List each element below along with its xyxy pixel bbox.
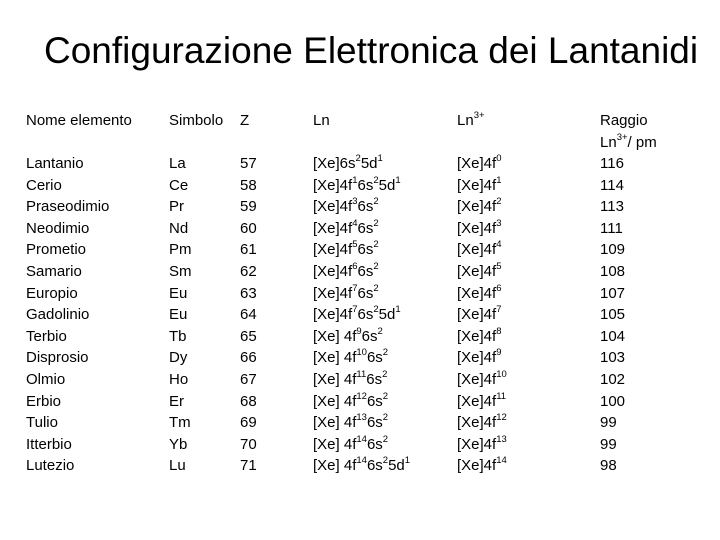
config-text: [Xe]4f <box>457 176 497 194</box>
cell-ln <box>313 391 410 413</box>
cell-z: 69 <box>240 414 257 432</box>
config-text: 6s <box>357 262 374 280</box>
cell-ln <box>313 347 410 369</box>
cell-symbol: Nd <box>169 219 189 237</box>
cell-ln3 <box>457 153 507 175</box>
config-text: [Xe]4f <box>457 284 497 302</box>
cell-ln3 <box>457 304 507 326</box>
cell-z: 62 <box>240 262 257 280</box>
config-text: 6s <box>357 219 374 237</box>
header-radius-unit: / pm <box>627 133 657 151</box>
cell-symbol: Dy <box>169 349 188 367</box>
config-text: 6s <box>357 284 374 302</box>
cell-name: Terbio <box>26 327 67 345</box>
cell-ln3 <box>457 326 507 348</box>
column-name <box>26 110 132 475</box>
config-text: [Xe]4f <box>457 327 497 345</box>
config-superscript: 14 <box>356 455 367 467</box>
cell-symbol: Ce <box>169 176 189 194</box>
config-superscript: 2 <box>382 368 388 380</box>
config-text: 5d <box>378 176 396 194</box>
cell-z: 60 <box>240 219 257 237</box>
cell-symbol: Eu <box>169 284 188 302</box>
config-text: [Xe]4f <box>313 176 353 194</box>
cell-ln <box>313 196 410 218</box>
config-superscript: 5 <box>352 239 358 251</box>
cell-z: 58 <box>240 176 257 194</box>
cell-z: 63 <box>240 284 257 302</box>
cell-ln <box>313 304 410 326</box>
config-text: [Xe]4f <box>313 284 353 302</box>
config-superscript: 4 <box>352 217 358 229</box>
cell-ln3 <box>457 239 507 261</box>
config-superscript: 2 <box>373 239 379 251</box>
cell-name: Gadolinio <box>26 306 90 324</box>
cell-ln <box>313 175 410 197</box>
config-superscript: 7 <box>352 282 358 294</box>
config-superscript: 14 <box>356 433 367 445</box>
cell-radius: 107 <box>600 284 626 302</box>
config-text: 6s <box>357 241 374 259</box>
cell-ln <box>313 326 410 348</box>
cell-radius: 99 <box>600 435 617 453</box>
cell-symbol: Tb <box>169 327 187 345</box>
config-superscript: 8 <box>496 325 502 337</box>
cell-name: Tulio <box>26 414 58 432</box>
cell-symbol: Er <box>169 392 184 410</box>
cell-z: 70 <box>240 435 257 453</box>
ln3-cells <box>457 153 507 477</box>
cell-name: Lutezio <box>26 457 75 475</box>
config-text: [Xe]6s <box>313 155 356 172</box>
header-z: Z <box>240 112 250 129</box>
cell-symbol: Yb <box>169 435 188 453</box>
cell-name: Europio <box>26 284 78 302</box>
cell-name: Olmio <box>26 370 66 388</box>
config-superscript: 2 <box>382 455 389 467</box>
config-text: [Xe] 4f <box>313 392 357 410</box>
cell-ln3 <box>457 196 507 218</box>
cell-radius: 116 <box>600 155 624 172</box>
config-superscript: 1 <box>404 455 411 467</box>
header-radius-line1: Raggio <box>600 112 648 129</box>
header-name: Nome elemento <box>26 112 132 129</box>
cell-name: Samario <box>26 262 82 280</box>
config-superscript: 1 <box>395 304 401 316</box>
cell-ln <box>313 369 410 391</box>
config-text: [Xe]4f <box>313 262 353 280</box>
config-text: [Xe]4f <box>457 219 497 237</box>
cell-z: 65 <box>240 327 257 345</box>
cell-ln3 <box>457 412 507 434</box>
cell-name: Disprosio <box>26 349 89 367</box>
page-title: Configurazione Elettronica dei Lantanidi <box>44 30 699 71</box>
cell-z: 66 <box>240 349 257 367</box>
ln-cells <box>313 153 410 477</box>
cell-radius: 103 <box>600 349 626 367</box>
config-text: 6s <box>357 198 374 216</box>
cell-name: Cerio <box>26 176 62 194</box>
cell-ln3 <box>457 218 507 240</box>
config-superscript: 10 <box>496 368 507 380</box>
cell-ln3 <box>457 347 507 369</box>
config-text: [Xe]4f <box>457 349 497 367</box>
config-text: [Xe] 4f <box>313 370 357 388</box>
cell-z: 68 <box>240 392 257 410</box>
cell-radius: 109 <box>600 241 626 259</box>
cell-radius: 98 <box>600 457 617 475</box>
config-superscript: 2 <box>382 412 389 424</box>
config-superscript: 10 <box>356 347 367 359</box>
cell-symbol: Tm <box>169 414 191 432</box>
config-superscript: 1 <box>352 174 358 186</box>
cell-name: Praseodimio <box>26 198 110 216</box>
cell-name: Lantanio <box>26 155 84 172</box>
config-superscript: 2 <box>373 260 379 272</box>
config-superscript: 4 <box>496 239 502 251</box>
header-ln: Ln <box>313 112 330 129</box>
column-radius <box>600 110 690 475</box>
config-text: 6s <box>366 435 383 453</box>
config-superscript: 14 <box>496 455 507 467</box>
config-superscript: 2 <box>355 153 361 164</box>
config-text: [Xe] 4f <box>313 435 357 453</box>
config-text: [Xe]4f <box>313 241 353 259</box>
cell-ln3 <box>457 283 507 305</box>
config-superscript: 0 <box>496 153 502 164</box>
config-text: [Xe] 4f <box>313 414 357 432</box>
cell-name: Prometio <box>26 241 87 259</box>
column-ln <box>313 110 411 475</box>
config-text: 6s <box>366 414 383 432</box>
config-superscript: 2 <box>382 390 389 402</box>
cell-ln <box>313 261 410 283</box>
config-text: [Xe]4f <box>313 198 353 216</box>
cell-symbol: Pr <box>169 198 184 216</box>
cell-ln <box>313 283 410 305</box>
config-superscript: 5 <box>496 260 502 272</box>
config-superscript: 1 <box>496 174 502 186</box>
config-superscript: 13 <box>496 433 507 445</box>
config-text: 6s <box>366 349 383 367</box>
config-text: 6s <box>357 176 374 194</box>
cell-radius: 104 <box>600 327 626 345</box>
cell-z: 61 <box>240 241 257 259</box>
cell-radius: 111 <box>600 219 623 237</box>
cell-z: 64 <box>240 306 257 324</box>
cell-z: 67 <box>240 370 257 388</box>
config-text: [Xe] 4f <box>313 327 357 345</box>
config-text: [Xe]4f <box>457 457 497 475</box>
config-superscript: 7 <box>496 304 502 316</box>
header-ln3-sup: 3+ <box>473 110 485 121</box>
radius-cells <box>600 153 625 477</box>
cell-radius: 100 <box>600 392 626 410</box>
cell-symbol: La <box>169 155 186 172</box>
symbol-cells <box>169 153 192 477</box>
config-superscript: 9 <box>356 325 362 337</box>
config-superscript: 12 <box>496 412 507 424</box>
z-cells <box>240 153 257 477</box>
header-radius-sup: 3+ <box>616 131 628 143</box>
config-superscript: 3 <box>352 196 358 208</box>
cell-symbol: Eu <box>169 306 188 324</box>
cell-ln <box>313 455 410 477</box>
config-superscript: 2 <box>377 325 383 337</box>
config-superscript: 1 <box>377 153 383 164</box>
cell-ln3 <box>457 369 507 391</box>
cell-name: Neodimio <box>26 219 90 237</box>
config-text: 6s <box>357 306 374 324</box>
cell-symbol: Sm <box>169 262 192 280</box>
cell-name: Erbio <box>26 392 62 410</box>
header-ln3-base: Ln <box>457 112 474 129</box>
cell-z: 71 <box>240 457 257 475</box>
cell-z: 57 <box>240 155 257 172</box>
cell-radius: 105 <box>600 306 626 324</box>
config-text: [Xe]4f <box>313 306 353 324</box>
cell-radius: 113 <box>600 198 624 216</box>
config-superscript: 13 <box>356 412 367 424</box>
config-superscript: 2 <box>373 304 379 316</box>
config-superscript: 2 <box>382 433 389 445</box>
config-superscript: 3 <box>496 217 502 229</box>
header-ln3 <box>457 110 485 132</box>
header-radius-ln: Ln <box>600 133 617 151</box>
config-superscript: 11 <box>496 390 507 402</box>
cell-radius: 114 <box>600 176 624 194</box>
cell-ln <box>313 153 410 175</box>
header-symbol: Simbolo <box>169 112 224 129</box>
column-ln3 <box>457 110 507 475</box>
cell-ln3 <box>457 455 507 477</box>
config-text: [Xe]4f <box>457 241 497 259</box>
config-text: 6s <box>361 327 378 345</box>
cell-ln3 <box>457 175 507 197</box>
config-text: [Xe]4f <box>457 392 497 410</box>
cell-name: Itterbio <box>26 435 72 453</box>
name-cells <box>26 153 109 477</box>
config-text: [Xe]4f <box>457 370 497 388</box>
config-superscript: 2 <box>373 174 379 186</box>
config-superscript: 7 <box>352 304 358 316</box>
cell-symbol: Lu <box>169 457 186 475</box>
config-text: [Xe]4f <box>457 306 497 324</box>
config-text: 5d <box>388 457 405 475</box>
config-text: 6s <box>366 370 383 388</box>
config-superscript: 12 <box>356 390 367 402</box>
cell-ln3 <box>457 391 507 413</box>
config-text: [Xe]4f <box>457 414 497 432</box>
config-text: [Xe]4f <box>313 219 353 237</box>
cell-ln3 <box>457 261 507 283</box>
config-superscript: 9 <box>496 347 502 359</box>
config-text: [Xe]4f <box>457 198 497 216</box>
cell-ln <box>313 434 410 456</box>
config-superscript: 6 <box>352 260 358 272</box>
config-superscript: 2 <box>382 347 389 359</box>
config-superscript: 2 <box>496 196 502 208</box>
config-superscript: 2 <box>373 217 379 229</box>
config-superscript: 11 <box>356 368 367 380</box>
config-superscript: 2 <box>373 282 379 294</box>
config-superscript: 2 <box>373 196 379 208</box>
config-text: 5d <box>360 155 378 172</box>
column-symbol <box>169 110 224 475</box>
cell-ln <box>313 412 410 434</box>
cell-radius: 99 <box>600 414 617 432</box>
cell-ln3 <box>457 434 507 456</box>
config-text: [Xe] 4f <box>313 457 357 475</box>
column-z <box>240 110 257 475</box>
config-text: [Xe] 4f <box>313 349 357 367</box>
config-text: [Xe]4f <box>457 262 497 280</box>
cell-radius: 108 <box>600 262 626 280</box>
cell-ln <box>313 218 410 240</box>
config-text: 6s <box>366 457 383 475</box>
header-radius-line2 <box>600 132 690 154</box>
cell-symbol: Pm <box>169 241 192 259</box>
config-superscript: 6 <box>496 282 502 294</box>
config-text: [Xe]4f <box>457 155 497 172</box>
config-superscript: 1 <box>395 174 401 186</box>
config-text: [Xe]4f <box>457 435 497 453</box>
cell-ln <box>313 239 410 261</box>
cell-symbol: Ho <box>169 370 189 388</box>
config-text: 5d <box>378 306 396 324</box>
cell-radius: 102 <box>600 370 626 388</box>
config-text: 6s <box>366 392 383 410</box>
cell-z: 59 <box>240 198 257 216</box>
